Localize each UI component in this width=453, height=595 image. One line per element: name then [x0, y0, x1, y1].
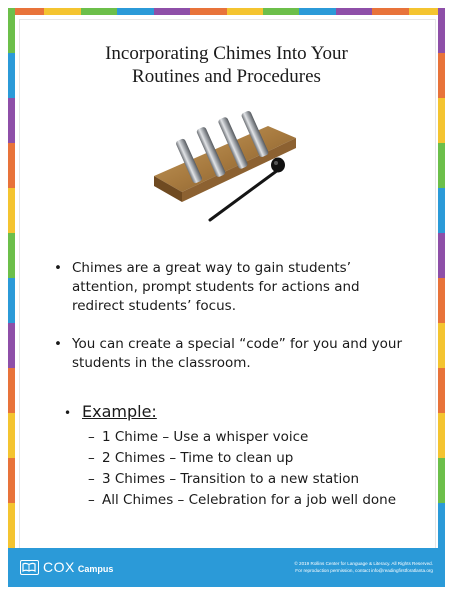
decorative-border-left [8, 8, 15, 548]
border-segment [8, 8, 15, 53]
border-segment [438, 8, 445, 53]
example-item-text: 2 Chimes – Time to clean up [102, 450, 294, 466]
bullet-dot: • [64, 406, 72, 420]
border-segment [438, 278, 445, 323]
example-list [88, 427, 396, 511]
border-segment [299, 8, 335, 15]
border-segment [8, 188, 15, 233]
border-segment [117, 8, 153, 15]
border-segment [263, 8, 299, 15]
border-segment [336, 8, 372, 15]
copyright-notice [294, 560, 433, 574]
border-segment [438, 503, 445, 548]
border-segment [438, 98, 445, 143]
desk-chime-icon [150, 108, 300, 230]
border-segment [438, 233, 445, 278]
example-item-text: All Chimes – Celebration for a job well done [102, 492, 397, 508]
copyright-line-2: For reproduction permission, contact info@readingfirstforatlanta.org [295, 568, 433, 573]
decorative-border-top [8, 8, 445, 15]
example-item [88, 448, 396, 469]
border-segment [8, 143, 15, 188]
bullet-item [52, 335, 404, 373]
example-item-text: 1 Chime – Use a whisper voice [102, 429, 309, 445]
example-item [88, 490, 396, 511]
border-segment [438, 458, 445, 503]
border-segment [8, 323, 15, 368]
open-book-icon [20, 560, 39, 575]
dash-marker: – [88, 450, 95, 466]
border-segment [8, 368, 15, 413]
border-segment [372, 8, 408, 15]
bullet-text: You can create a special “code” for you and your students in the classroom. [72, 336, 403, 371]
border-segment [438, 143, 445, 188]
dash-marker: – [88, 471, 95, 487]
dash-marker: – [88, 492, 95, 508]
border-segment [8, 413, 15, 458]
border-segment [154, 8, 190, 15]
border-segment [8, 278, 15, 323]
border-segment [438, 368, 445, 413]
border-segment [438, 413, 445, 458]
border-segment [438, 53, 445, 98]
example-label: Example: [82, 402, 157, 421]
bullet-list [52, 259, 404, 392]
logo-product: Campus [77, 564, 114, 574]
decorative-border-right [438, 8, 445, 548]
page-title-line-2: Routines and Procedures [132, 66, 321, 87]
example-item [88, 427, 396, 448]
bullet-dot: • [54, 336, 62, 352]
border-segment [8, 458, 15, 503]
bullet-dot: • [54, 260, 62, 276]
logo-brand: COX [43, 559, 75, 575]
page-title [19, 42, 434, 88]
border-segment [227, 8, 263, 15]
border-segment [438, 188, 445, 233]
example-item [88, 469, 396, 490]
cox-campus-logo[interactable] [20, 559, 113, 575]
footer-bar [8, 548, 445, 587]
border-segment [44, 8, 80, 15]
bullet-item [52, 259, 404, 316]
copyright-line-1: © 2019 Rollins Center for Language & Literacy. All Rights Reserved. [294, 561, 433, 566]
border-segment [8, 98, 15, 143]
page-title-line-1: Incorporating Chimes Into Your [105, 43, 348, 64]
border-segment [8, 53, 15, 98]
border-segment [8, 233, 15, 278]
border-segment [81, 8, 117, 15]
border-segment [8, 503, 15, 548]
example-item-text: 3 Chimes – Transition to a new station [102, 471, 360, 487]
border-segment [438, 323, 445, 368]
dash-marker: – [88, 429, 95, 445]
bullet-text: Chimes are a great way to gain students’ attention, prompt students for actions and redirect students’ focus. [72, 260, 360, 314]
border-segment [190, 8, 226, 15]
